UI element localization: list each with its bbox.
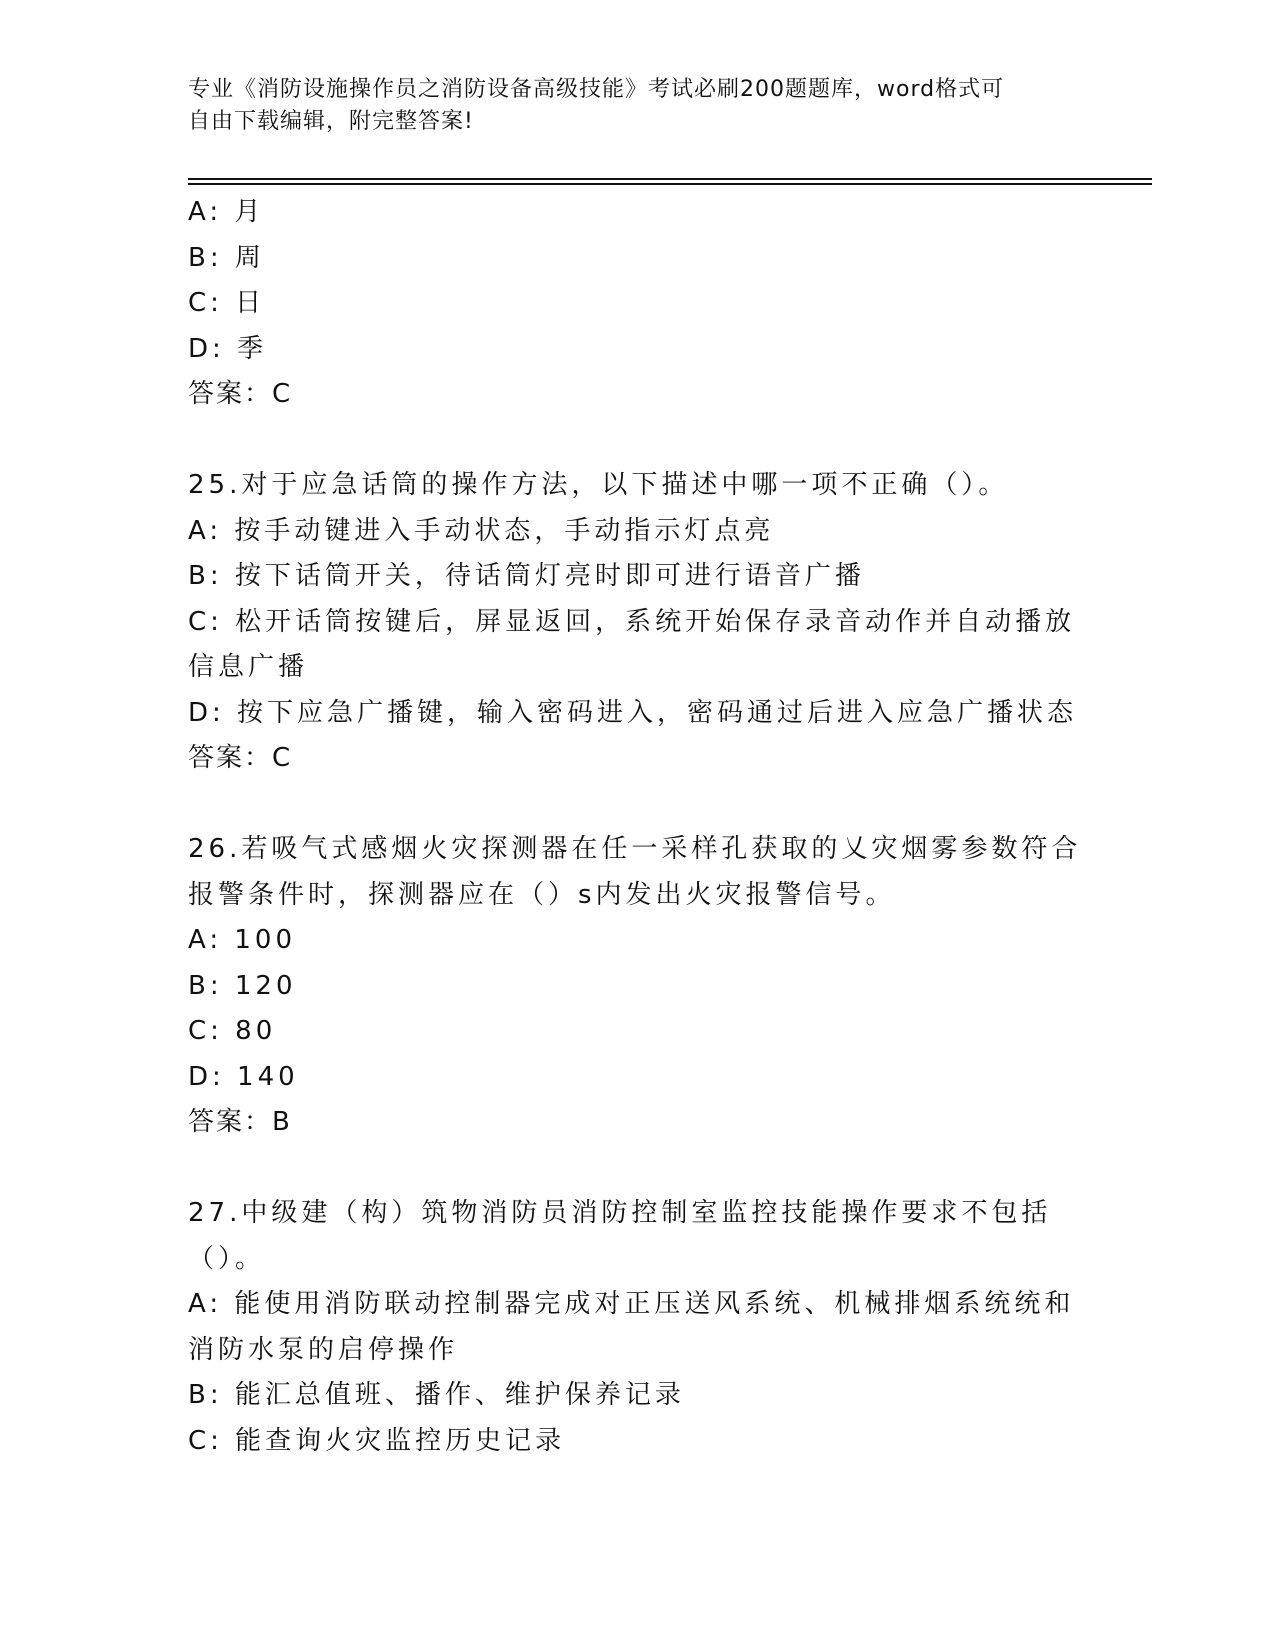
question-24 <box>188 190 1088 418</box>
option-b: B: 按下话筒开关，待话筒灯亮时即可进行语音广播 <box>188 561 865 591</box>
question-27 <box>188 1191 1088 1464</box>
question-text: 27.中级建（构）筑物消防员消防控制室监控技能操作要求不包括（）。 <box>188 1198 1052 1274</box>
spacer <box>188 1146 1088 1192</box>
answer: 答案：C <box>188 743 293 773</box>
answer: 答案：B <box>188 1107 292 1137</box>
option-c: C: 松开话筒按键后，屏显返回，系统开始保存录音动作并自动播放信息广播 <box>188 606 1076 682</box>
option-b: B: 周 <box>188 242 265 273</box>
option-a: A: 100 <box>188 925 296 955</box>
document-header <box>188 74 1068 138</box>
header-rule-bottom <box>188 183 1152 185</box>
option-b: B: 能汇总值班、播作、维护保养记录 <box>188 1380 685 1410</box>
header-rule-top <box>188 178 1152 180</box>
question-text: 25.对于应急话筒的操作方法，以下描述中哪一项不正确（）。 <box>188 470 1009 500</box>
option-c: C: 日 <box>188 288 266 318</box>
option-c: C: 80 <box>188 1016 277 1046</box>
option-b: B: 120 <box>188 970 297 1001</box>
option-d: D: 140 <box>188 1061 299 1092</box>
option-d: D: 按下应急广播键，输入密码进入，密码通过后进入应急广播状态 <box>188 697 1078 728</box>
option-c: C: 能查询火灾监控历史记录 <box>188 1425 566 1456</box>
question-25 <box>188 463 1088 782</box>
question-text: 26.若吸气式感烟火灾探测器在任一采样孔获取的乂灾烟雾参数符合报警条件时，探测器应在（）s内发出火灾报警信号。 <box>188 834 1082 910</box>
option-a: A: 月 <box>188 197 265 227</box>
spacer <box>188 782 1088 828</box>
answer: 答案：C <box>188 379 293 409</box>
question-content <box>188 190 1088 1464</box>
option-d: D: 季 <box>188 333 268 364</box>
spacer <box>188 418 1088 464</box>
option-a: A: 按手动键进入手动状态，手动指示灯点亮 <box>188 515 775 546</box>
header-line-1: 专业《消防设施操作员之消防设备高级技能》考试必刷200题题库，word格式可 <box>188 77 1005 102</box>
option-a: A: 能使用消防联动控制器完成对正压送风系统、机械排烟系统统和消防水泵的启停操作 <box>188 1289 1075 1365</box>
question-26 <box>188 827 1088 1146</box>
header-line-2: 自由下载编辑，附完整答案! <box>188 109 474 134</box>
